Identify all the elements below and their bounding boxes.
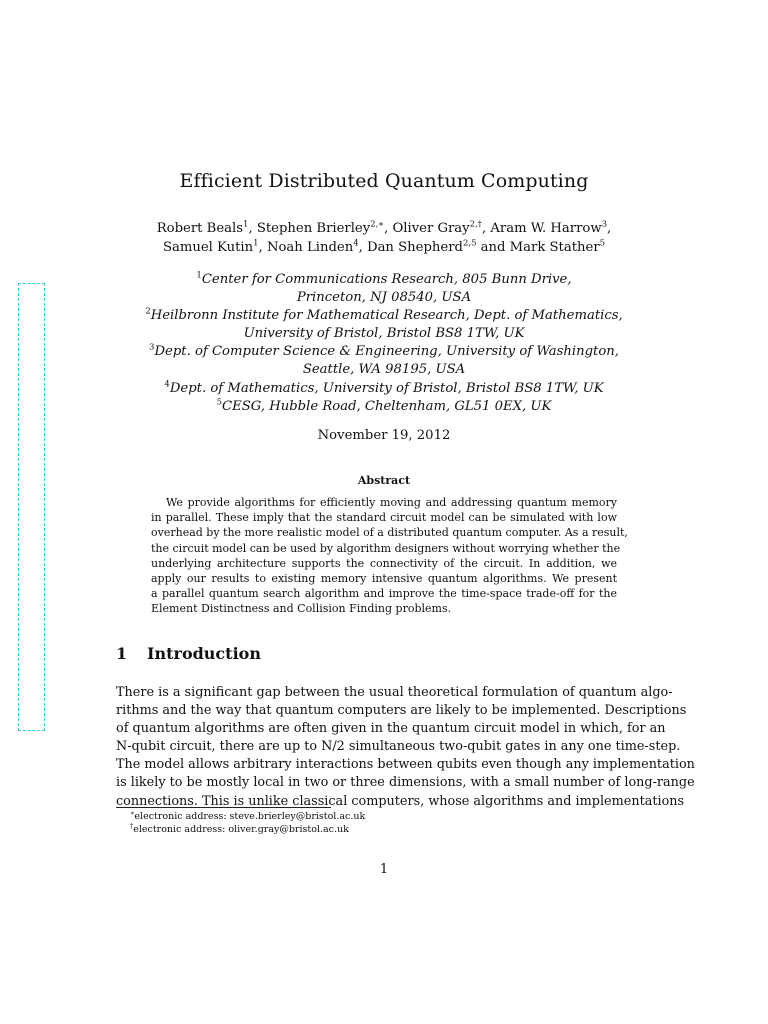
author-name: Robert Beals — [156, 221, 244, 236]
publication-date: November 19, 2012 — [317, 428, 451, 443]
intro-line: connections. This is unlike classical computers, whose algorithms and implementations — [116, 793, 685, 809]
author-mark: 5 — [599, 238, 606, 249]
affiliation-4: $^4$Dept. of Mathematics, University of Bristol, Bristol BS8 1TW, UK — [164, 379, 604, 396]
abstract-line: We provide algorithms for efficiently moving and addressing quantum memory — [166, 496, 617, 509]
footnotes — [130, 808, 366, 836]
intro-line: rithms and the way that quantum computers are likely to be implemented. Descriptions — [116, 703, 687, 719]
abstract-body — [151, 495, 628, 617]
affiliation-5: $^5$CESG, Hubble Road, Cheltenham, GL51 0EX, UK — [216, 397, 552, 414]
section-title: Introduction — [147, 644, 261, 663]
abstract-line: Element Distinctness and Collision Finding problems. — [151, 602, 452, 616]
author-name: Dan Shepherd — [367, 240, 463, 255]
author-name: Samuel Kutin — [162, 240, 254, 255]
paper-title: Efficient Distributed Quantum Computing — [179, 170, 589, 192]
author-line-1: Robert Beals$^1$, Stephen Brierley$^{2,∗}$, Oliver Gray$^{2,\dagger}$, Aram W. Harrow$^3$, — [156, 219, 612, 236]
section-heading-introduction — [116, 644, 261, 663]
author-mark: 4 — [353, 238, 359, 249]
intro-line: There is a significant gap between the usual theoretical formulation of quantum algo- — [116, 685, 673, 700]
footnote-2: †electronic address: oliver.gray@bristol.ac.uk — [130, 821, 349, 835]
abstract-line: the circuit model can be used by algorithm designers without worrying whether the — [151, 541, 621, 555]
affiliation-3-cont: Seattle, WA 98195, USA — [302, 362, 466, 378]
intro-line: is likely to be mostly local in two or three dimensions, with a small number of long-range — [116, 775, 695, 791]
author-name: Aram W. Harrow — [490, 221, 602, 236]
affiliation-list — [110, 271, 658, 416]
author-mark: 2,5 — [462, 238, 477, 249]
page-number: 1 — [379, 862, 389, 877]
abstract-line: overhead by the more realistic model of a distributed quantum computer. As a result, — [151, 526, 628, 540]
affiliation-3: $^3$Dept. of Computer Science & Engineering, University of Washington, — [149, 342, 619, 360]
affiliation-1-cont: Princeton, NJ 08540, USA — [296, 290, 472, 306]
introduction-body — [116, 684, 695, 811]
author-mark: 2,∗ — [370, 219, 385, 230]
affiliation-2: $^2$Heilbronn Institute for Mathematical Research, Dept. of Mathematics, — [145, 306, 623, 324]
affiliation-2-cont: University of Bristol, Bristol BS8 1TW, UK — [243, 326, 525, 342]
abstract-line: apply our results to existing memory intensive quantum algorithms. We present — [151, 572, 617, 586]
intro-line: of quantum algorithms are often given in the quantum circuit model in which, for an — [116, 721, 666, 737]
intro-line: N-qubit circuit, there are up to N/2 simultaneous two-qubit gates in any one time-step. — [116, 739, 681, 755]
hyperlink-box[interactable] — [18, 283, 45, 731]
author-name: Noah Linden — [266, 240, 354, 255]
footnote-rule — [116, 807, 331, 808]
intro-line: The model allows arbitrary interactions between qubits even though any implementation — [116, 757, 695, 773]
author-list — [100, 219, 668, 257]
abstract-line: underlying architecture supports the connectivity of the circuit. In addition, we — [151, 556, 617, 570]
author-mark: 3 — [601, 219, 608, 230]
author-mark: 2,† — [469, 219, 482, 230]
abstract-line: a parallel quantum search algorithm and improve the time-space trade-off for the — [151, 587, 617, 601]
abstract-heading: Abstract — [357, 474, 411, 487]
section-number: 1 — [116, 644, 128, 663]
author-line-2: Samuel Kutin$^1$, Noah Linden$^4$, Dan Shepherd$^{2,5}$ and Mark Stather$^5$ — [162, 238, 606, 255]
author-mark: 1 — [243, 219, 249, 230]
abstract-line: in parallel. These imply that the standard circuit model can be simulated with low — [151, 511, 617, 525]
footnote-1: ∗electronic address: steve.brierley@bristol.ac.uk — [130, 808, 366, 822]
author-name: Oliver Gray — [392, 221, 470, 236]
affiliation-1: $^1$Center for Communications Research, 805 Bunn Drive, — [196, 270, 572, 287]
author-mark: 1 — [253, 238, 259, 249]
author-name: Mark Stather — [509, 240, 600, 255]
author-name: Stephen Brierley — [256, 221, 371, 236]
